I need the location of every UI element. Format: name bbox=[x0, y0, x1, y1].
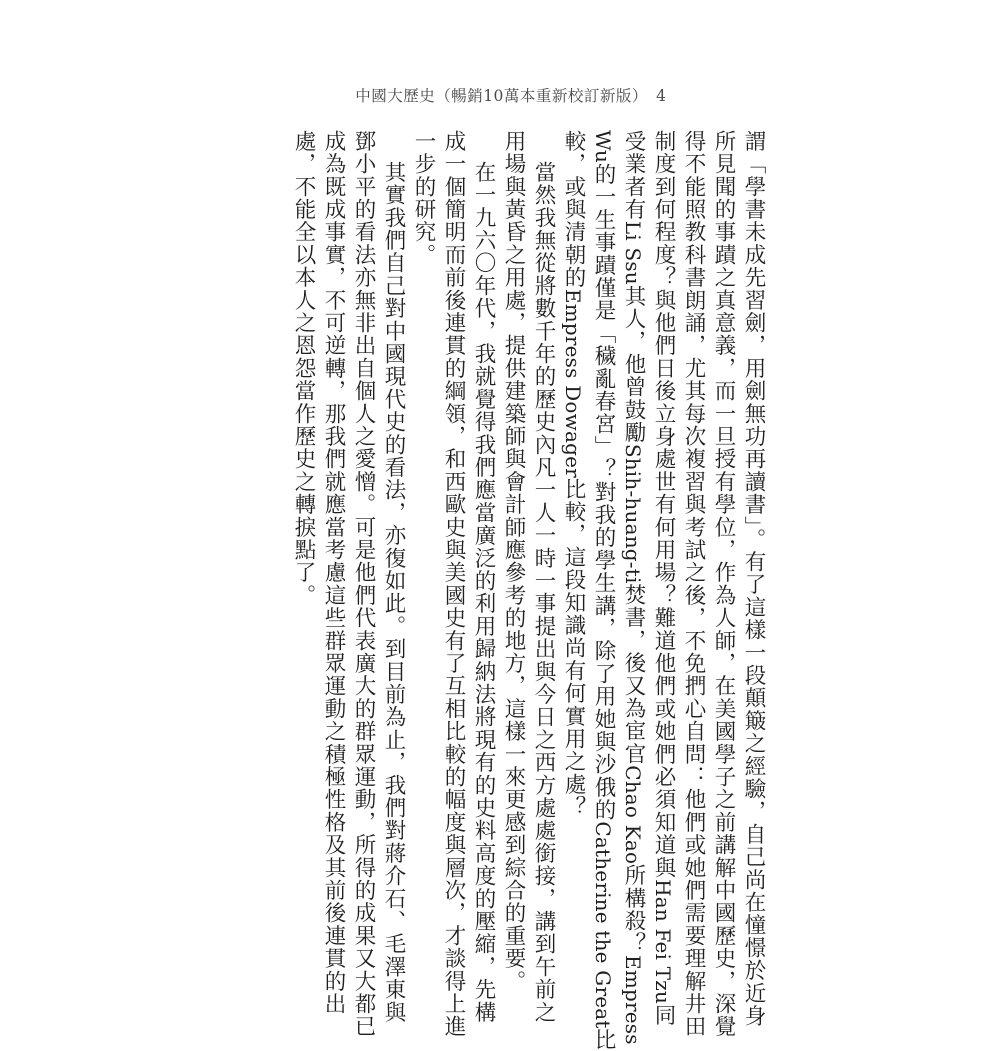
column-text: 當然我無從將數千年的歷史內凡一人一時一事提出與今日之西方處處銜接，講到午前之 bbox=[531, 161, 556, 1024]
column-text-3: 焚書，後又為宦官 bbox=[621, 583, 646, 766]
column-text: 較，或與清朝的 bbox=[561, 130, 586, 289]
text-column-7 bbox=[558, 130, 588, 970]
column-text-4: 所構殺？ bbox=[621, 864, 646, 956]
text-column-10 bbox=[468, 130, 498, 1024]
column-latin-shih-huang-ti: Shih-huang-ti bbox=[621, 443, 645, 584]
running-head bbox=[0, 66, 1000, 124]
column-text: 得不能照教科書朗誦，尤其每次複習與考試之後，不免捫心自問：他們或她們需要理解井田 bbox=[681, 130, 706, 1038]
column-latin-li-ssu: Li Ssu bbox=[621, 220, 645, 285]
text-column-9 bbox=[498, 130, 528, 993]
text-column-16 bbox=[288, 130, 318, 970]
column-text: 謂「學書未成先習劍，用劍無功再讀書」。有了這樣一段顛簸之經驗，自己尚在憧憬於近身 bbox=[741, 130, 766, 1028]
column-latin-empress: Empress bbox=[621, 955, 645, 1045]
column-text: 在一九六〇年代，我就覺得我們應當廣泛的利用歸納法將現有的史料高度的壓縮，先構 bbox=[471, 161, 496, 1024]
column-text-2: 其人，他曾鼓勵 bbox=[621, 284, 646, 444]
text-column-13 bbox=[378, 130, 408, 1024]
column-text: 成一個簡明而前後連貫的綱領，和西歐史與美國史有了互相比較的幅度與層次，才談得上進 bbox=[441, 130, 466, 1038]
column-text: 所見聞的事蹟之真意義，而一旦授有學位，作為人師，在美國學子之前講解中國歷史，深覺 bbox=[711, 130, 736, 1038]
text-column-2 bbox=[708, 130, 738, 1038]
column-text-tail: 同 bbox=[651, 1004, 676, 1027]
column-text-2: 比較，這段知識尚有何實用之處？ bbox=[561, 477, 586, 819]
column-text: 鄧小平的看法亦無非出自個人之愛憎。可是他們代表廣大的群眾運動，所得的成果又大都已 bbox=[351, 130, 376, 1038]
body-text-block bbox=[258, 130, 768, 1051]
text-column-3 bbox=[678, 130, 708, 1038]
column-text: 成為既成事實，不可逆轉，那我們就應當考慮這些群眾運動之積極性格及其前後連貫的出 bbox=[321, 130, 346, 1016]
running-head-text: 中國大歷史（暢銷10萬本重新校訂新版） 4 bbox=[355, 87, 667, 105]
column-text-2: 的一生事蹟僅是「穢亂春宮」？對我的學生講，除了用她與沙俄的 bbox=[591, 163, 616, 822]
column-text: 處，不能全以本人之恩怨當作歷史之轉捩點了。 bbox=[291, 130, 316, 607]
column-text: 制度到何程度？與他們日後立身處世有何用場？難道他們或她們必須知道與 bbox=[651, 130, 676, 880]
column-latin-chao-kao: Chao Kao bbox=[621, 765, 645, 865]
text-column-5 bbox=[618, 130, 648, 1045]
column-text: 受業者有 bbox=[621, 130, 646, 221]
text-column-12 bbox=[408, 130, 438, 970]
text-column-4 bbox=[648, 130, 678, 1027]
column-text-3: 比 bbox=[591, 1028, 616, 1051]
text-column-1 bbox=[738, 130, 768, 1028]
text-column-11 bbox=[438, 130, 468, 1038]
column-latin-empress-dowager: Empress Dowager bbox=[561, 288, 585, 478]
column-text: 其實我們自己對中國現代史的看法，亦復如此。到目前為止，我們對蔣介石、毛澤東與 bbox=[381, 161, 406, 1024]
column-latin-han-fei-tzu: Han Fei Tzu bbox=[651, 879, 675, 1005]
text-column-6 bbox=[588, 130, 618, 1051]
column-text: 一步的研究。 bbox=[411, 130, 436, 267]
text-column-15 bbox=[318, 130, 348, 1016]
column-text: 用場與黃昏之用處，提供建築師與會計師應參考的地方，這樣一來更感到綜合的重要。 bbox=[501, 130, 526, 993]
text-column-14 bbox=[348, 130, 378, 1038]
column-latin-catherine-the-great: Catherine the Great bbox=[591, 821, 615, 1029]
text-column-8 bbox=[528, 130, 558, 1024]
column-latin-wu: Wu bbox=[591, 130, 615, 164]
